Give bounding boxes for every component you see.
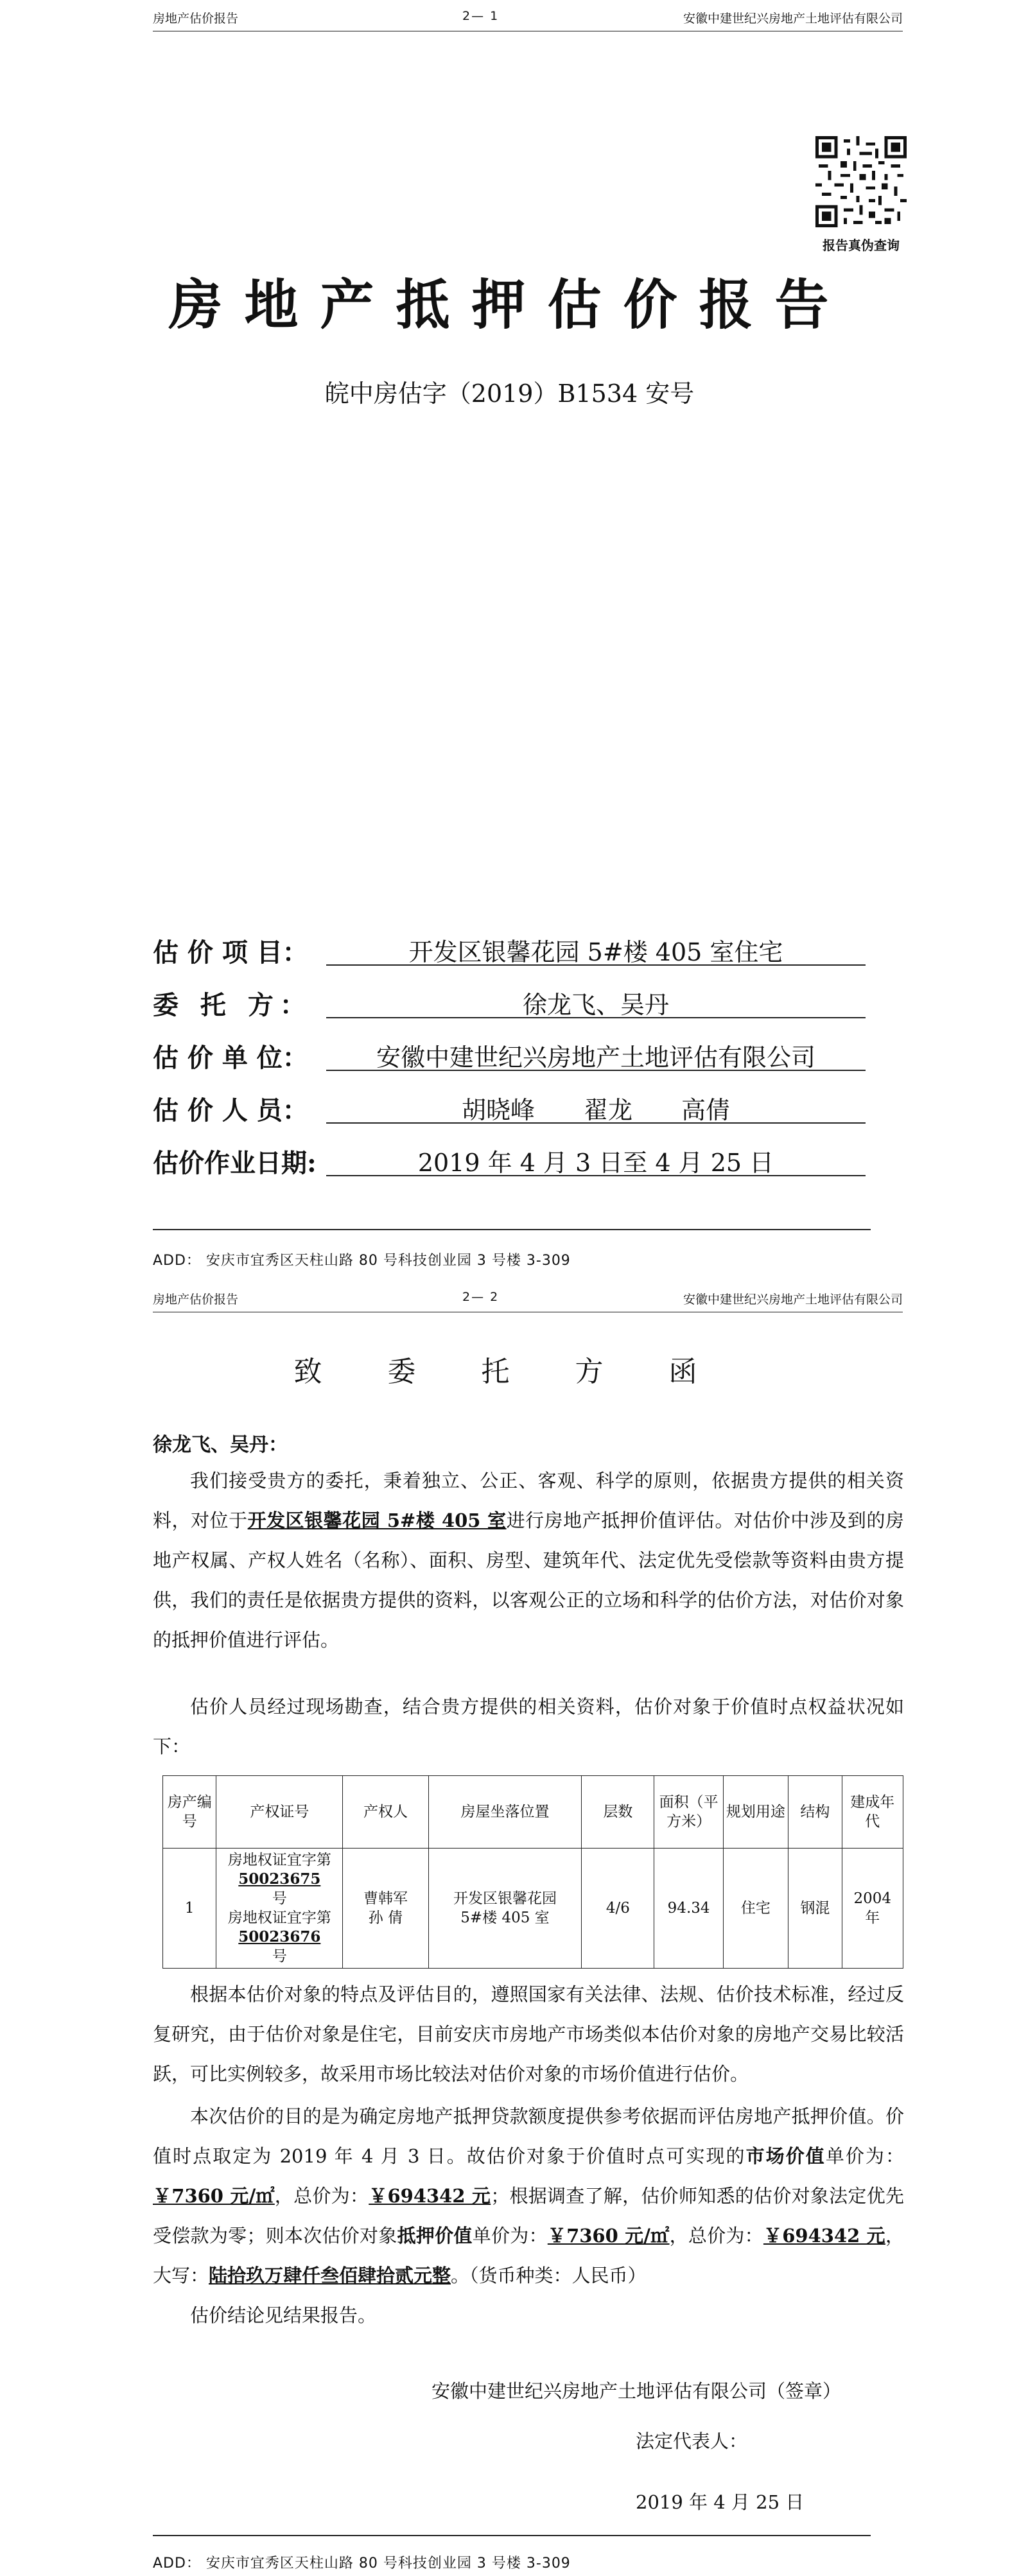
letter-heading: 致 委 托 方 函 [293, 1355, 726, 1388]
mortgage-total-price: ￥694342 元 [763, 2225, 885, 2247]
cell-location [428, 1849, 581, 1969]
legal-representative: 法定代表人： [636, 2430, 748, 2452]
page-header [153, 4, 903, 30]
header-right: 安徽中建世纪兴房地产土地评估有限公司 [683, 12, 903, 26]
mortgage-value-label: 抵押价值 [397, 2225, 473, 2247]
signature-date: 2019 年 4 月 25 日 [636, 2491, 805, 2513]
col-header: 面积（平方米） [654, 1776, 723, 1849]
cell-floors: 4/6 [582, 1849, 654, 1969]
cert-line: 50023675 号 [238, 1870, 321, 1907]
owner-2: 孙 倩 [368, 1910, 403, 1926]
location-line-1: 开发区银馨花园 [453, 1890, 557, 1907]
col-header: 产权证号 [216, 1776, 343, 1849]
cell-year: 2004 年 [842, 1849, 903, 1969]
footer-rule [153, 1229, 871, 1230]
field-value: 2019 年 4 月 3 日至 4 月 25 日 [326, 1143, 866, 1176]
mortgage-unit-price: ￥7360 元/㎡ [547, 2225, 670, 2247]
cert-line: 房地权证宜字第 [227, 1910, 331, 1926]
cell-use: 住宅 [723, 1849, 788, 1969]
col-header: 产权人 [343, 1776, 429, 1849]
paragraph-2: 估价人员经过现场勘查，结合贵方提供的相关资料，估价对象于价值时点权益状况如下： [153, 1696, 904, 1757]
paragraph-4: 本次估价的目的是为确定房地产抵押贷款额度提供参考依据而评估房地产抵押价值。价值时点取定为 2019 年 4 月 3 日。故估价对象于价值时点可实现的市场价值单价为：￥7360 元/㎡，总价为：￥694342 元；根据调查了解，估价师知悉的估价对象法定优先受偿款为零；则本次估价对象抵押价值单价为：￥7360 元/㎡，总价为：￥694342 元，大写：陆拾玖万肆仟叁佰肆拾贰元整。（货币种类：人民币） [153, 2105, 904, 2286]
paragraph-3: 根据本估价对象的特点及评估目的，遵照国家有关法律、法规、估价技术标准，经过反复研究，由于估价对象是住宅，目前安庆市房地产市场类似本估价对象的房地产交易比较活跃，可比实例较多，故采用市场比较法对估价对象的市场价值进行估价。 [153, 1983, 904, 2085]
cell-certificates [216, 1849, 343, 1969]
cell-owner [343, 1849, 429, 1969]
header-left: 房地产估价报告 [153, 12, 239, 26]
p1-text-a: 我们接受贵方的委托，秉着独立、公正、客观、科学的原则，依据贵方提供的相关资料，对位于 [153, 1470, 904, 1531]
page-header [153, 1285, 903, 1310]
cert-line: 50023676 号 [238, 1928, 321, 1965]
report-cover-page [0, 0, 1019, 1281]
location-line-2: 5#楼 405 室 [460, 1910, 550, 1926]
market-value-label: 市场价值 [745, 2145, 826, 2167]
signature-company: 安徽中建世纪兴房地产土地评估有限公司（签章） [431, 2380, 842, 2402]
footer-address: ADD： 安庆市宜秀区天柱山路 80 号科技创业园 3 号楼 3-309 [153, 2555, 571, 2572]
report-number: 皖中房估字（2019）B1534 安号 [324, 379, 695, 408]
field-label: 估价作业日期: [153, 1148, 317, 1178]
col-header: 层数 [582, 1776, 654, 1849]
salutation: 徐龙飞、吴丹： [153, 1434, 288, 1456]
amount-in-words: 陆拾玖万肆仟叁佰肆拾贰元整 [209, 2265, 451, 2286]
paragraph-5: 估价结论见结果报告。 [190, 2304, 377, 2326]
col-header: 结构 [788, 1776, 842, 1849]
table-header-row [163, 1776, 903, 1849]
header-left: 房地产估价报告 [153, 1292, 239, 1307]
field-label: 估 价 项 目： [153, 937, 308, 968]
col-header: 规划用途 [723, 1776, 788, 1849]
field-value: 安徽中建世纪兴房地产土地评估有限公司 [326, 1038, 866, 1071]
owner-1: 曹韩军 [363, 1890, 408, 1907]
table-row [163, 1849, 903, 1969]
field-value: 胡晓峰 翟龙 高倩 [326, 1090, 866, 1124]
field-label: 估 价 人 员： [153, 1095, 308, 1126]
property-table [162, 1775, 903, 1969]
report-title: 房地产抵押估价报告 [168, 273, 851, 336]
header-page-number: 2— 2 [462, 1290, 500, 1304]
cell-area: 94.34 [654, 1849, 723, 1969]
paragraph-1 [153, 1461, 904, 1660]
qr-code-icon[interactable] [815, 136, 907, 227]
footer-address: ADD： 安庆市宜秀区天柱山路 80 号科技创业园 3 号楼 3-309 [153, 1253, 571, 1269]
letter-page [0, 1281, 1019, 2576]
market-unit-price: ￥7360 元/㎡ [153, 2185, 275, 2207]
col-header: 房屋坐落位置 [428, 1776, 581, 1849]
col-header: 房产编号 [163, 1776, 216, 1849]
footer-rule [153, 2535, 871, 2536]
header-right: 安徽中建世纪兴房地产土地评估有限公司 [683, 1292, 903, 1307]
field-value: 徐龙飞、吴丹 [326, 985, 866, 1018]
cell-no: 1 [163, 1849, 216, 1969]
market-total-price: ￥694342 元 [369, 2185, 491, 2207]
p1-text-c: 进行房地产抵押价值评估。对估价中涉及到的房地产权属、产权人姓名（名称）、面积、房型、建筑年代、法定优先受偿款等资料由贵方提供，我们的责任是依据贵方提供的资料，以客观公正的立场和科学的估价方法，对估价对象的抵押价值进行评估。 [153, 1510, 904, 1651]
header-page-number: 2— 1 [462, 9, 500, 23]
cert-line: 房地权证宜字第 [227, 1852, 331, 1868]
qr-caption: 报告真伪查询 [823, 238, 900, 253]
property-address: 开发区银馨花园 5#楼 405 室 [247, 1510, 507, 1531]
field-label: 委 托 方： [153, 990, 312, 1020]
col-header: 建成年代 [842, 1776, 903, 1849]
field-label: 估 价 单 位： [153, 1043, 308, 1073]
field-value: 开发区银馨花园 5#楼 405 室住宅 [326, 932, 866, 966]
cell-structure: 钢混 [788, 1849, 842, 1969]
